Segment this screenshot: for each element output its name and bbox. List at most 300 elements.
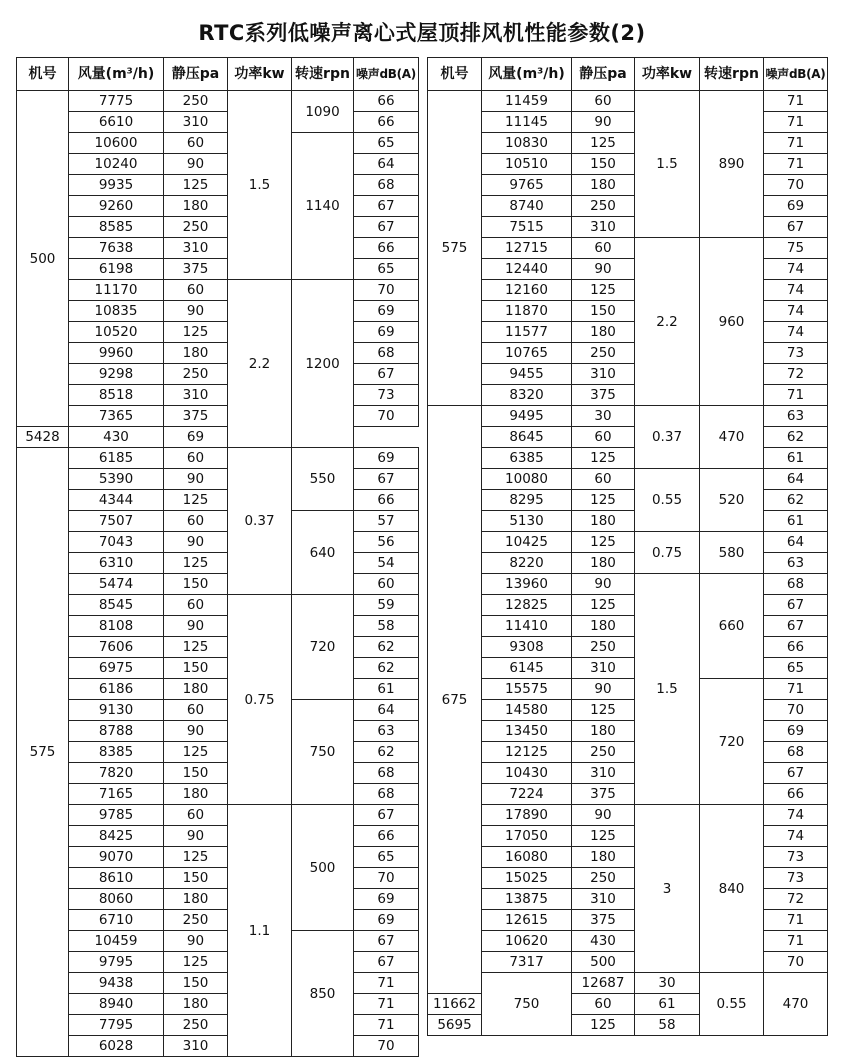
table-cell: 10765 [482,343,572,364]
table-row [17,490,419,511]
table-cell: 10835 [69,301,164,322]
table-cell: 8740 [482,196,572,217]
table-cell: 125 [164,322,228,343]
table-cell: 7775 [69,91,164,112]
table-row [17,385,419,406]
table-cell: 68 [764,742,828,763]
table-cell: 54 [354,553,419,574]
table-cell: 67 [764,217,828,238]
table-row [17,658,419,679]
table-cell: 11170 [69,280,164,301]
table-cell: 180 [572,553,635,574]
table-cell: 16080 [482,847,572,868]
table-cell: 8425 [69,826,164,847]
table-cell: 1200 [292,280,354,448]
table-cell: 180 [572,175,635,196]
table-cell: 71 [354,994,419,1015]
table-cell: 9795 [69,952,164,973]
table-cell: 5428 [17,427,69,448]
table-cell: 9455 [482,364,572,385]
table-cell: 150 [164,574,228,595]
right-table-body [428,91,828,1036]
table-cell: 6975 [69,658,164,679]
table-cell: 60 [572,427,635,448]
table-cell: 12715 [482,238,572,259]
table-cell: 1.5 [228,91,292,280]
table-cell: 250 [164,910,228,931]
table-cell: 68 [764,574,828,595]
table-cell: 90 [164,301,228,322]
table-cell: 15575 [482,679,572,700]
table-row [428,553,828,574]
table-cell: 17890 [482,805,572,826]
table-cell: 12160 [482,280,572,301]
table-cell: 310 [572,364,635,385]
table-row [428,427,828,448]
table-cell: 580 [700,532,764,574]
table-cell: 9765 [482,175,572,196]
table-cell: 7795 [69,1015,164,1036]
table-cell: 125 [164,847,228,868]
table-cell: 375 [572,385,635,406]
table-cell: 720 [700,679,764,805]
table-cell: 310 [164,112,228,133]
table-cell: 375 [572,910,635,931]
table-cell: 10240 [69,154,164,175]
table-cell: 180 [164,994,228,1015]
table-cell: 71 [764,679,828,700]
table-cell: 310 [572,217,635,238]
table-cell: 720 [292,595,354,700]
table-cell: 11870 [482,301,572,322]
table-cell: 63 [764,406,828,427]
table-row [428,385,828,406]
col-header-static-pressure: 静压pa [572,58,635,91]
table-cell: 125 [572,448,635,469]
table-cell: 310 [572,763,635,784]
table-cell: 0.55 [635,469,700,532]
table-row [17,931,419,952]
table-cell: 470 [764,973,828,1036]
table-cell: 74 [764,826,828,847]
table-cell: 90 [164,826,228,847]
table-cell: 375 [164,406,228,427]
table-cell: 6145 [482,658,572,679]
table-cell: 1.1 [228,805,292,1057]
table-cell: 68 [354,343,419,364]
table-row [428,448,828,469]
table-cell: 250 [164,91,228,112]
table-cell: 125 [164,952,228,973]
table-row [17,868,419,889]
table-cell: 6186 [69,679,164,700]
table-row [428,700,828,721]
table-cell: 250 [572,868,635,889]
table-cell: 69 [764,721,828,742]
table-row [17,364,419,385]
table-cell: 470 [700,406,764,469]
table-row [17,1015,419,1036]
table-row [17,196,419,217]
table-cell: 675 [428,406,482,994]
table-cell: 375 [572,784,635,805]
table-cell: 180 [164,196,228,217]
table-cell: 60 [164,700,228,721]
table-cell: 5695 [428,1015,482,1036]
table-row [428,931,828,952]
table-cell: 750 [482,973,572,1036]
table-cell: 375 [164,259,228,280]
table-cell: 9130 [69,700,164,721]
table-row [17,910,419,931]
table-cell: 12615 [482,910,572,931]
table-cell: 3 [635,805,700,973]
table-cell: 500 [292,805,354,931]
table-cell: 8545 [69,595,164,616]
table-cell: 250 [164,364,228,385]
table-cell: 8060 [69,889,164,910]
table-cell: 250 [164,217,228,238]
table-cell: 8385 [69,742,164,763]
table-row [17,700,419,721]
table-row [428,952,828,973]
table-row [17,574,419,595]
table-cell: 64 [764,532,828,553]
table-cell: 68 [354,784,419,805]
table-cell: 67 [764,763,828,784]
page-title: RTC系列低噪声离心式屋顶排风机性能参数(2) [198,21,646,45]
table-cell: 125 [164,637,228,658]
table-row [17,301,419,322]
table-cell: 150 [572,154,635,175]
table-cell: 0.75 [228,595,292,805]
col-header-noise: 噪声dB(A) [354,58,419,91]
table-cell: 66 [354,238,419,259]
table-cell: 65 [764,658,828,679]
table-cell: 60 [164,448,228,469]
table-cell: 500 [572,952,635,973]
table-cell: 10620 [482,931,572,952]
table-cell: 59 [354,595,419,616]
table-row [17,679,419,700]
table-cell: 67 [354,931,419,952]
table-cell: 1.5 [635,91,700,238]
table-cell: 7224 [482,784,572,805]
table-cell: 67 [354,805,419,826]
table-row [428,490,828,511]
table-cell: 180 [572,721,635,742]
table-row [428,343,828,364]
table-cell: 65 [354,133,419,154]
table-cell: 68 [354,763,419,784]
table-row [17,322,419,343]
table-cell: 10425 [482,532,572,553]
table-cell: 575 [17,448,69,1057]
table-row [17,553,419,574]
table-cell: 66 [764,784,828,805]
table-cell: 10830 [482,133,572,154]
table-cell: 60 [164,133,228,154]
col-header-model: 机号 [428,58,482,91]
table-cell: 66 [354,91,419,112]
table-row [17,133,419,154]
table-row [17,1036,419,1057]
table-cell: 71 [764,154,828,175]
table-cell: 9935 [69,175,164,196]
table-cell: 150 [164,658,228,679]
table-cell: 10430 [482,763,572,784]
table-cell: 64 [354,700,419,721]
table-cell: 12825 [482,595,572,616]
table-cell: 1090 [292,91,354,133]
table-cell: 6310 [69,553,164,574]
table-row [428,322,828,343]
table-cell: 125 [572,490,635,511]
table-cell: 71 [764,910,828,931]
table-cell: 60 [164,511,228,532]
table-row [428,910,828,931]
table-cell: 10459 [69,931,164,952]
table-cell: 5390 [69,469,164,490]
table-cell: 1.5 [635,574,700,805]
table-cell: 67 [764,616,828,637]
table-cell: 56 [354,532,419,553]
table-cell: 66 [354,826,419,847]
table-cell: 62 [354,742,419,763]
table-cell: 90 [572,679,635,700]
table-cell: 71 [764,385,828,406]
table-cell: 7606 [69,637,164,658]
table-row [17,952,419,973]
table-cell: 5130 [482,511,572,532]
table-row [428,301,828,322]
table-row [428,826,828,847]
table-cell: 66 [354,490,419,511]
table-cell: 180 [572,511,635,532]
table-row [428,532,828,553]
table-cell: 69 [164,427,228,448]
table-cell: 60 [572,469,635,490]
table-row [17,721,419,742]
table-row [428,763,828,784]
table-cell: 8788 [69,721,164,742]
table-row [17,973,419,994]
table-cell: 69 [354,910,419,931]
table-row [17,511,419,532]
table-cell: 750 [292,700,354,805]
table-cell: 7820 [69,763,164,784]
table-cell: 430 [69,427,164,448]
table-cell: 60 [572,994,635,1015]
table-cell: 71 [354,973,419,994]
table-cell: 90 [164,721,228,742]
table-cell: 9308 [482,637,572,658]
table-row [17,742,419,763]
table-cell: 180 [164,679,228,700]
table-cell: 67 [764,595,828,616]
table-cell: 8585 [69,217,164,238]
table-cell: 61 [354,679,419,700]
table-cell: 73 [354,385,419,406]
table-cell: 62 [354,637,419,658]
table-cell: 250 [572,343,635,364]
right-spec-table [427,57,828,1036]
table-cell: 0.37 [635,406,700,469]
table-cell: 520 [700,469,764,532]
table-cell: 67 [354,196,419,217]
table-cell: 125 [572,532,635,553]
table-row [17,616,419,637]
table-cell: 17050 [482,826,572,847]
table-cell: 125 [572,700,635,721]
table-cell: 12687 [572,973,635,994]
table-cell: 9260 [69,196,164,217]
table-cell: 8295 [482,490,572,511]
table-cell: 60 [164,805,228,826]
table-cell: 550 [292,448,354,511]
table-row [428,259,828,280]
table-row [428,469,828,490]
table-cell: 250 [572,637,635,658]
table-row [428,154,828,175]
table-cell: 11577 [482,322,572,343]
table-row [17,805,419,826]
table-cell: 9070 [69,847,164,868]
table-cell: 70 [354,868,419,889]
table-cell: 74 [764,301,828,322]
table-cell: 70 [764,952,828,973]
table-cell: 180 [164,343,228,364]
table-row [17,343,419,364]
table-row [428,175,828,196]
table-cell: 11662 [428,994,482,1015]
table-cell: 69 [354,889,419,910]
table-cell: 11410 [482,616,572,637]
table-cell: 180 [572,616,635,637]
table-cell: 8108 [69,616,164,637]
table-cell: 60 [164,280,228,301]
table-cell: 10520 [69,322,164,343]
table-cell: 10510 [482,154,572,175]
table-cell: 8320 [482,385,572,406]
table-cell: 11145 [482,112,572,133]
table-cell: 71 [354,1015,419,1036]
table-cell: 13875 [482,889,572,910]
table-row [428,616,828,637]
table-cell: 9438 [69,973,164,994]
table-cell: 62 [354,658,419,679]
table-cell: 12440 [482,259,572,280]
table-row [17,532,419,553]
table-cell: 960 [700,238,764,406]
table-cell: 8518 [69,385,164,406]
left-spec-table [16,57,419,1057]
table-cell: 850 [292,931,354,1057]
header-row [428,58,828,91]
table-cell: 10080 [482,469,572,490]
table-row [428,238,828,259]
table-cell: 0.55 [700,973,764,1036]
table-cell: 61 [635,994,700,1015]
table-cell: 2.2 [635,238,700,406]
table-cell: 13450 [482,721,572,742]
table-cell: 71 [764,91,828,112]
table-cell: 63 [354,721,419,742]
col-header-speed: 转速rpn [292,58,354,91]
table-cell: 90 [572,112,635,133]
table-cell: 125 [164,175,228,196]
table-cell: 125 [572,826,635,847]
table-row [428,658,828,679]
col-header-speed: 转速rpn [700,58,764,91]
table-row [17,994,419,1015]
table-cell: 66 [354,112,419,133]
table-cell: 73 [764,343,828,364]
table-cell: 69 [354,301,419,322]
table-row [17,406,419,427]
table-cell: 60 [164,595,228,616]
table-cell: 180 [164,784,228,805]
table-row [428,217,828,238]
table-cell: 640 [292,511,354,595]
table-cell: 69 [764,196,828,217]
table-cell: 75 [764,238,828,259]
table-cell: 74 [764,805,828,826]
col-header-model: 机号 [17,58,69,91]
table-row [428,196,828,217]
table-cell: 125 [164,553,228,574]
table-cell: 71 [764,133,828,154]
table-cell: 67 [354,217,419,238]
table-row [428,91,828,112]
table-cell: 62 [764,490,828,511]
table-cell: 7638 [69,238,164,259]
table-cell: 125 [572,280,635,301]
table-row [17,112,419,133]
table-cell: 60 [354,574,419,595]
table-cell: 70 [354,280,419,301]
table-cell: 150 [164,973,228,994]
table-cell: 125 [572,1015,635,1036]
table-cell: 65 [354,259,419,280]
table-cell: 125 [164,490,228,511]
table-cell: 150 [164,868,228,889]
table-cell: 150 [164,763,228,784]
table-cell: 125 [572,133,635,154]
table-cell: 6610 [69,112,164,133]
table-cell: 69 [354,448,419,469]
table-cell: 11459 [482,91,572,112]
table-row [428,406,828,427]
table-cell: 840 [700,805,764,973]
table-row [428,679,828,700]
col-header-power: 功率kw [635,58,700,91]
table-cell: 14580 [482,700,572,721]
table-cell: 6198 [69,259,164,280]
table-row [17,175,419,196]
table-cell: 4344 [69,490,164,511]
table-cell: 7515 [482,217,572,238]
table-cell: 125 [164,742,228,763]
table-row [17,259,419,280]
table-cell: 67 [354,364,419,385]
col-header-airflow: 风量(m³/h) [69,58,164,91]
table-cell: 250 [572,196,635,217]
table-cell: 0.75 [635,532,700,574]
table-cell: 310 [572,658,635,679]
table-cell: 180 [572,847,635,868]
table-cell: 64 [354,154,419,175]
